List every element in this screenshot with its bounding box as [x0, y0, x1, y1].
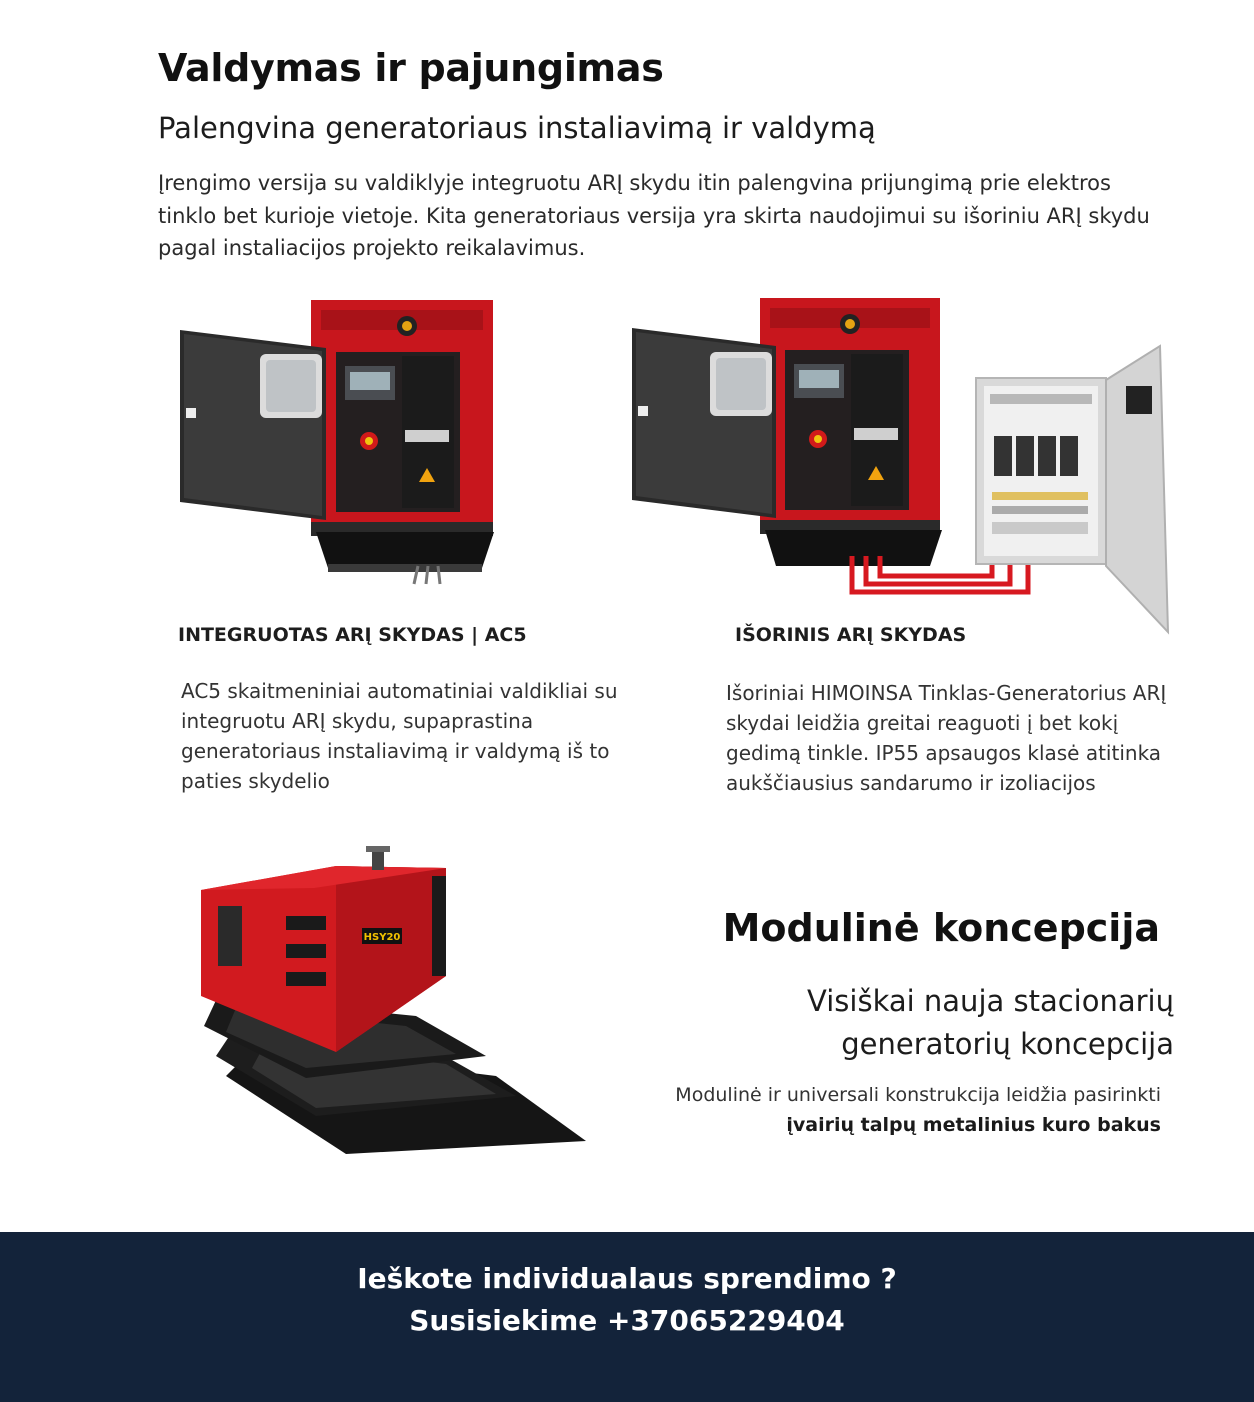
generator-external-ats-image — [630, 294, 1178, 644]
section-subtitle: Palengvina generatoriaus instaliavimą ir valdymą — [158, 111, 876, 145]
generator-badge-text: HSY20 — [363, 932, 401, 943]
generator-integrated-ats-image — [178, 296, 500, 588]
contact-banner-question: Ieškote individualaus sprendimo ? — [357, 1262, 897, 1295]
modular-subtitle — [807, 980, 1174, 1066]
section-title: Valdymas ir pajungimas — [158, 46, 664, 90]
external-ats-text: Išoriniai HIMOINSA Tinklas-Generatorius ARĮ skydai leidžia greitai reaguoti į bet kokį gedimą tinkle. IP55 apsaugos klasė atitinka aukščiausius sandarumo ir izoliacijos — [726, 681, 1167, 795]
integrated-ats-caption: INTEGRUOTAS ARĮ SKYDAS | AC5 — [178, 624, 527, 646]
modular-generator-image — [196, 846, 588, 1154]
modular-text-line2: įvairių talpų metalinius kuro bakus — [786, 1114, 1161, 1136]
section-intro: Įrengimo versija su valdiklyje integruotu ARĮ skydu itin palengvina prijungimą prie elektros tinklo bet kurioje vietoje. Kita generatoriaus versija yra skirta naudojimui su išoriniu ARĮ skydu pagal instaliacijos projekto reikalavimus. — [158, 171, 1150, 260]
modular-title: Modulinė koncepcija — [722, 906, 1160, 950]
external-ats-caption: IŠORINIS ARĮ SKYDAS — [735, 624, 967, 646]
contact-phone-link[interactable]: Susisiekime +37065229404 — [409, 1304, 845, 1337]
integrated-ats-text: AC5 skaitmeniniai automatiniai valdikliai su integruotu ARĮ skydu, supaprastina generatoriaus instaliavimą ir valdymą iš to paties skydelio — [181, 679, 618, 793]
modular-subtitle-line1: Visiškai nauja stacionarių — [807, 984, 1174, 1018]
modular-subtitle-line2: generatorių koncepcija — [841, 1027, 1174, 1061]
modular-text-line1: Modulinė ir universali konstrukcija leidžia pasirinkti — [675, 1084, 1161, 1106]
